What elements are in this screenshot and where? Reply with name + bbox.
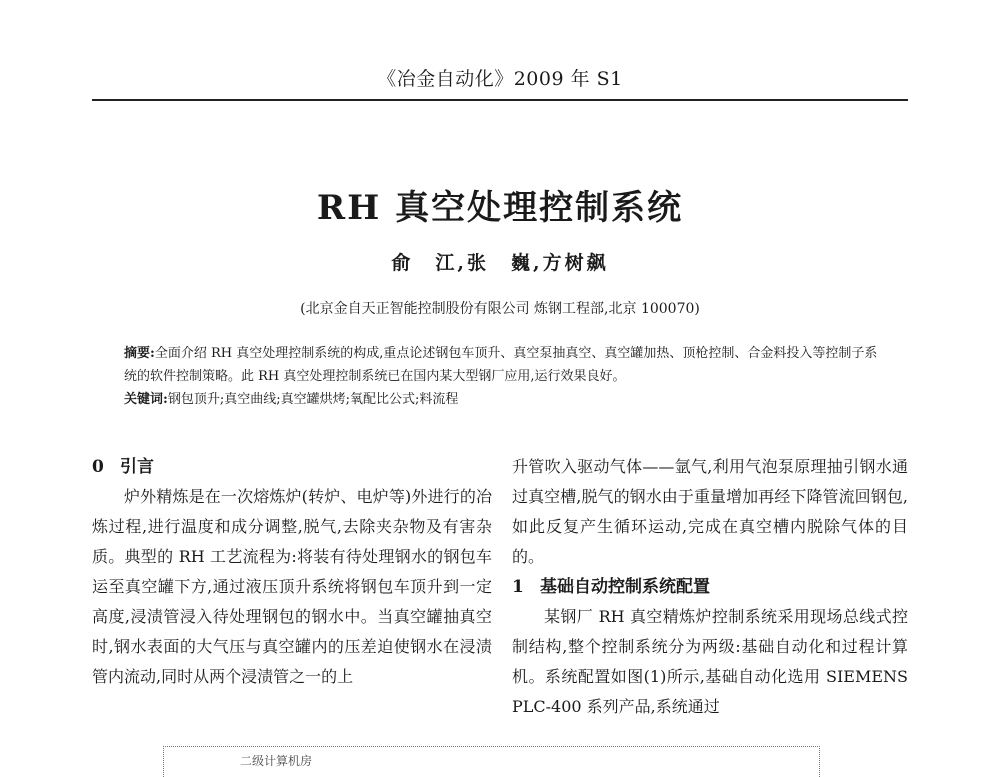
section-0-heading <box>92 452 492 482</box>
keywords-text: 钢包顶升;真空曲线;真空罐烘烤;氧配比公式;料流程 <box>167 392 459 407</box>
section-0-paragraph-continued: 升管吹入驱动气体——氩气,利用气泡泵原理抽引钢水通过真空槽,脱气的钢水由于重量增加再经下降管流回钢包,如此反复产生循环运动,完成在真空槽内脱除气体的目的。 <box>512 457 908 566</box>
abstract-block <box>124 342 884 411</box>
keywords <box>124 388 884 411</box>
abstract-text: 全面介绍 RH 真空处理控制系统的构成,重点论述钢包车顶升、真空泵抽真空、真空罐加热、顶枪控制、合金料投入等控制子系统的软件控制策略。此 RH 真空处理控制系统已在国内某大型钢厂应用,运行效果良好。 <box>124 346 878 384</box>
keywords-label: 关键词: <box>124 392 168 407</box>
right-column <box>512 452 908 722</box>
abstract <box>124 342 884 388</box>
left-column <box>92 452 492 692</box>
paper-authors: 俞 江,张 巍,方树飙 <box>391 252 609 274</box>
section-0-number: 0 <box>92 457 104 477</box>
section-1-number: 1 <box>512 577 524 597</box>
abstract-label: 摘要: <box>124 346 155 361</box>
header-rule <box>92 99 908 101</box>
section-0-title: 引言 <box>120 457 154 477</box>
section-1-paragraph: 某钢厂 RH 真空精炼炉控制系统采用现场总线式控制结构,整个控制系统分为两级:基础自动化和过程计算机。系统配置如图(1)所示,基础自动化选用 SIEMENS PLC-400 系列产品,系统通过 <box>512 607 908 716</box>
section-1-title: 基础自动控制系统配置 <box>540 577 710 597</box>
section-0-paragraph: 炉外精炼是在一次熔炼炉(转炉、电炉等)外进行的冶炼过程,进行温度和成分调整,脱气,去除夹杂物及有害杂质。典型的 RH 工艺流程为:将装有待处理钢水的钢包车运至真空罐下方,通过液压顶升系统将钢包车顶升到一定高度,浸渍管浸入待处理钢包的钢水中。当真空罐抽真空时,钢水表面的大气压与真空罐内的压差迫使钢水在浸渍管内流动,同时从两个浸渍管之一的上 <box>92 487 492 686</box>
journal-header: 《冶金自动化》2009 年 S1 <box>377 68 623 90</box>
figure-partial-label: 二级计算机房 <box>240 754 313 768</box>
paper-affiliation: (北京金自天正智能控制股份有限公司 炼钢工程部,北京 100070) <box>300 301 700 317</box>
paper-title: RH 真空处理控制系统 <box>316 188 684 228</box>
section-1-heading <box>512 572 908 602</box>
